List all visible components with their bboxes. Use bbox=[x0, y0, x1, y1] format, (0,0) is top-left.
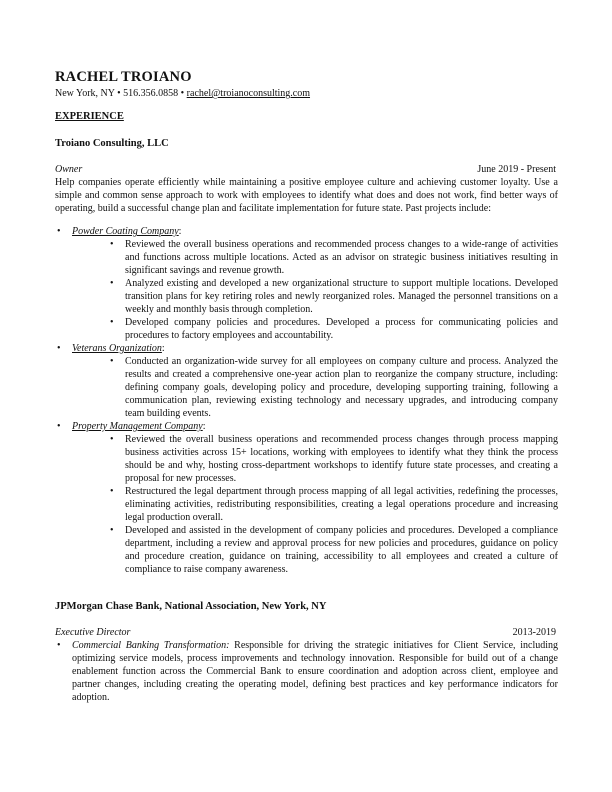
job-summary: Help companies operate efficiently while maintaining a positive employee culture and achieving customer loyalty. Use a simple and common sense approach to work with employees to identify what does and does not work, find better ways of operating, build a successful change plan and facilitate implementation for future state. Past projects include: bbox=[55, 177, 558, 214]
list-item bbox=[72, 485, 558, 524]
bullet-text: Conducted an organization-wide survey for all employees on company culture and process. Analyzed the results and created a comprehensive one-year action plan to reorganize the company structure, including: defining company goals, developing policy and procedure, developing supporting training, following a communication plan, reviewing existing technology and necessary upgrades, and introducing company team building events. bbox=[125, 356, 558, 419]
separator: • bbox=[117, 88, 121, 99]
bullet-icon: • bbox=[110, 317, 114, 328]
project-bullets bbox=[72, 238, 558, 342]
project-bullets bbox=[72, 433, 558, 576]
bullet-icon: • bbox=[57, 226, 61, 237]
list-item: • Commercial Banking Transformation: Responsible for driving the strategic initiatives for Client Service, including optimizing service models, process improvements and technology innovation. Responsible for build out of a change enablement function across the Commercial Bank to ensure coordination and adoption across client, employee and partner changes, including creating the operating model, defining best practices and key performance indicators for adoption. bbox=[57, 640, 559, 703]
bullet-text: Reviewed the overall business operations and recommended process changes through process mapping business activities across 15+ locations, working with employees to identify what they think the process should be and why, hosting cross-department workshops to identify future state processes, and creating a proposal for new processes. bbox=[125, 434, 558, 484]
job-bullets bbox=[55, 639, 558, 704]
company-name: Troiano Consulting, LLC bbox=[55, 138, 169, 149]
bullet-icon: • bbox=[110, 486, 114, 497]
project-list bbox=[55, 225, 558, 576]
project-name: Veterans Organization bbox=[72, 343, 162, 354]
bullet-text: Reviewed the overall business operations and recommended process changes to a wide-range of activities and functions across multiple locations. Acted as an advisor on strategic business initiatives resulting in significant savings and revenue growth. bbox=[125, 239, 558, 276]
candidate-name: RACHEL TROIANO bbox=[55, 69, 192, 85]
job-dates: 2013-2019 bbox=[512, 627, 556, 638]
list-item bbox=[72, 238, 558, 277]
bullet-text: Restructured the legal department through process mapping of all legal activities, redefining the processes, eliminating activities, redistributing responsibilities, creating a legal operations procedure and increasing legal production overall. bbox=[125, 486, 558, 523]
email-link[interactable]: rachel@troianoconsulting.com bbox=[186, 88, 311, 99]
resume-page bbox=[55, 68, 558, 704]
project-item: • Veterans Organization: • Conducted an organization-wide survey for all employees on company culture and process. Analyzed the results and created a comprehensive one-year action plan to reorganize the company structure, including: defining company goals, developing policy and procedure, developing supporting training, following a communication plan, reviewing existing technology and necessary upgrades, and introducing company team building events. bbox=[57, 343, 558, 419]
bullet-icon: • bbox=[110, 278, 114, 289]
list-item bbox=[72, 355, 558, 420]
phone: 516.356.0858 bbox=[123, 88, 179, 99]
bullet-text: Responsible for driving the strategic initiatives for Client Service, including optimizing service models, process improvements and technology innovation. Responsible for build out of a change enablement function across the Commercial Bank to ensure coordination and adoption across client, employee and partner changes, including creating the operating model, defining best practices and key performance indicators for adoption. bbox=[72, 640, 559, 703]
bullet-title: Commercial Banking Transformation bbox=[72, 640, 227, 651]
project-name: Property Management Company bbox=[72, 421, 203, 432]
bullet-icon: • bbox=[57, 421, 61, 432]
role-row bbox=[55, 163, 558, 176]
location: New York, NY bbox=[55, 88, 115, 99]
section-heading-experience: EXPERIENCE bbox=[55, 111, 124, 122]
bullet-text: Analyzed existing and developed a new organizational structure to support multiple locations. Developed transition plans for key retiring roles and newly reorganized roles. Managed the personnel transitions on a weekly and monthly basis through completion. bbox=[125, 278, 558, 315]
bullet-text: Developed company policies and procedures. Developed a process for communicating policies and procedures to factory employees and accountability. bbox=[125, 317, 558, 341]
project-item: • Property Management Company: • Reviewed the overall business operations and recommended process changes through process mapping business activities across 15+ locations, working with employees to identify what they think the process should be and why, hosting cross-department workshops to identify future state processes, and creating a proposal for new processes. • Restructured the legal department through process mapping of all legal activities, redefining the processes, eliminating activities, redistributing responsibilities, creating a legal operations procedure and increasing legal production overall. • Developed and assisted in the development of company policies and procedures. Developed a compliance department, including a review and approval process for new policies and procedures, guidance on policy and procedure creation, guidance on training, accessibility to all employees and created a culture of compliance to raise company awareness. bbox=[57, 421, 558, 575]
list-item bbox=[72, 316, 558, 342]
bullet-icon: • bbox=[110, 434, 114, 445]
role-row bbox=[55, 626, 558, 639]
job-dates: June 2019 - Present bbox=[477, 164, 556, 175]
bullet-text: Developed and assisted in the development of company policies and procedures. Developed a compliance department, including a review and approval process for new policies and procedures, guidance on policy and procedure creation, guidance on training, accessibility to all employees and created a culture of compliance to raise company awareness. bbox=[125, 525, 558, 575]
contact-line bbox=[55, 87, 558, 100]
job-title: Executive Director bbox=[55, 627, 131, 638]
bullet-icon: • bbox=[110, 525, 114, 536]
bullet-icon: • bbox=[57, 640, 61, 651]
list-item bbox=[72, 524, 558, 576]
bullet-icon: • bbox=[57, 343, 61, 354]
project-bullets bbox=[72, 355, 558, 420]
project-name: Powder Coating Company bbox=[72, 226, 179, 237]
project-item: • Powder Coating Company: • Reviewed the overall business operations and recommended process changes to a wide-range of activities and functions across multiple locations. Acted as an advisor on strategic business initiatives resulting in significant savings and revenue growth. • Analyzed existing and developed a new organizational structure to support multiple locations. Developed transition plans for key retiring roles and newly reorganized roles. Managed the personnel transitions on a weekly and monthly basis through completion. • Developed company policies and procedures. Developed a process for communicating policies and procedures to factory employees and accountability. bbox=[57, 226, 558, 341]
company-name: JPMorgan Chase Bank, National Association, New York, NY bbox=[55, 601, 327, 612]
bullet-icon: • bbox=[110, 356, 114, 367]
job-title: Owner bbox=[55, 164, 83, 175]
separator: • bbox=[180, 88, 185, 99]
list-item bbox=[72, 277, 558, 316]
bullet-icon: • bbox=[110, 239, 114, 250]
list-item bbox=[72, 433, 558, 485]
